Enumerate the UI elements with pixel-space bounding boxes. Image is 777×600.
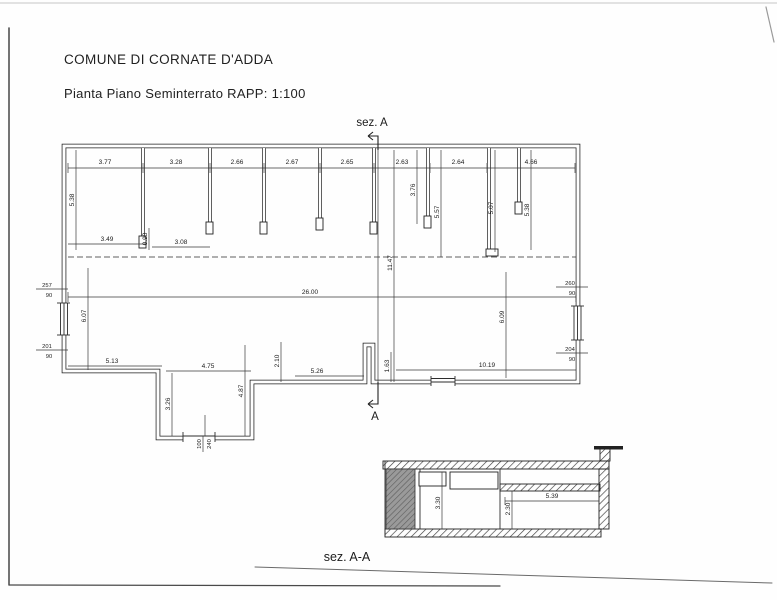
dim-bottom-v1: 2.10: [274, 354, 281, 368]
win-left-bottom-w: 201: [42, 344, 52, 350]
dim-inner-left-1: 3.49: [100, 236, 114, 243]
window-annotations: [36, 281, 588, 452]
dim-stair-v1: 3.26: [165, 397, 172, 411]
section-marker-top-label: sez. A: [356, 117, 388, 129]
dim-right-inner-height: 6.09: [499, 310, 506, 324]
dim-hall-width: 26.00: [301, 289, 319, 296]
dim-inner-left-2: 3.08: [174, 239, 188, 246]
stair-door-w: 100: [197, 439, 203, 449]
dim-bottom-w1: 5.13: [105, 358, 119, 365]
dim-top-4: 2.67: [285, 159, 299, 166]
dim-left-height: 5.38: [69, 193, 76, 207]
dim-right-v4: 5.38: [524, 203, 531, 217]
section-marker-bottom-label: A: [371, 411, 379, 423]
win-right-top-w: 260: [565, 281, 575, 287]
dim-bottom-v2: 1.63: [384, 359, 391, 373]
dim-bottom-w2: 4.75: [201, 363, 215, 370]
dim-right-v2: 5.57: [434, 205, 441, 219]
dim-hall-depth: 11.47: [387, 255, 394, 271]
section-dim-room-height: 3.30: [435, 496, 442, 510]
dim-bottom-w3: 5.26: [310, 368, 324, 375]
dim-top-3: 2.66: [230, 159, 244, 166]
document-title: COMUNE DI CORNATE D'ADDA: [64, 52, 274, 67]
dim-right-v3: 5.07: [488, 201, 495, 215]
dim-inner-left-gap: 0.93: [142, 232, 149, 246]
win-left-top-w: 257: [42, 283, 52, 289]
win-left-top-h: 90: [45, 293, 53, 299]
dim-top-1: 3.77: [98, 159, 112, 166]
dim-top-2: 3.28: [169, 159, 183, 166]
dim-bottom-w4: 10.19: [478, 362, 496, 369]
document-subtitle: Pianta Piano Seminterrato RAPP: 1:100: [64, 86, 306, 101]
interior-partitions: [139, 148, 522, 256]
dim-top-5: 2.65: [340, 159, 354, 166]
stair-door-h: 240: [207, 439, 213, 449]
section-view: [324, 446, 623, 564]
section-dim-right-width: 5.39: [545, 493, 559, 500]
win-right-bottom-w: 204: [565, 347, 575, 353]
win-right-bottom-h: 90: [568, 357, 576, 363]
dim-top-6: 2.63: [395, 159, 409, 166]
dim-top-8: 4.66: [524, 159, 538, 166]
dim-stair-v2: 4.87: [238, 384, 245, 398]
dim-top-7: 2.64: [451, 159, 465, 166]
section-dim-right-height: 2.30: [505, 502, 512, 516]
dim-left-inner-height: 6.07: [81, 309, 88, 323]
dim-right-v1: 3.76: [410, 183, 417, 197]
section-view-label: sez. A-A: [323, 550, 371, 564]
win-left-bottom-h: 90: [45, 354, 53, 360]
win-right-top-h: 90: [568, 291, 576, 297]
